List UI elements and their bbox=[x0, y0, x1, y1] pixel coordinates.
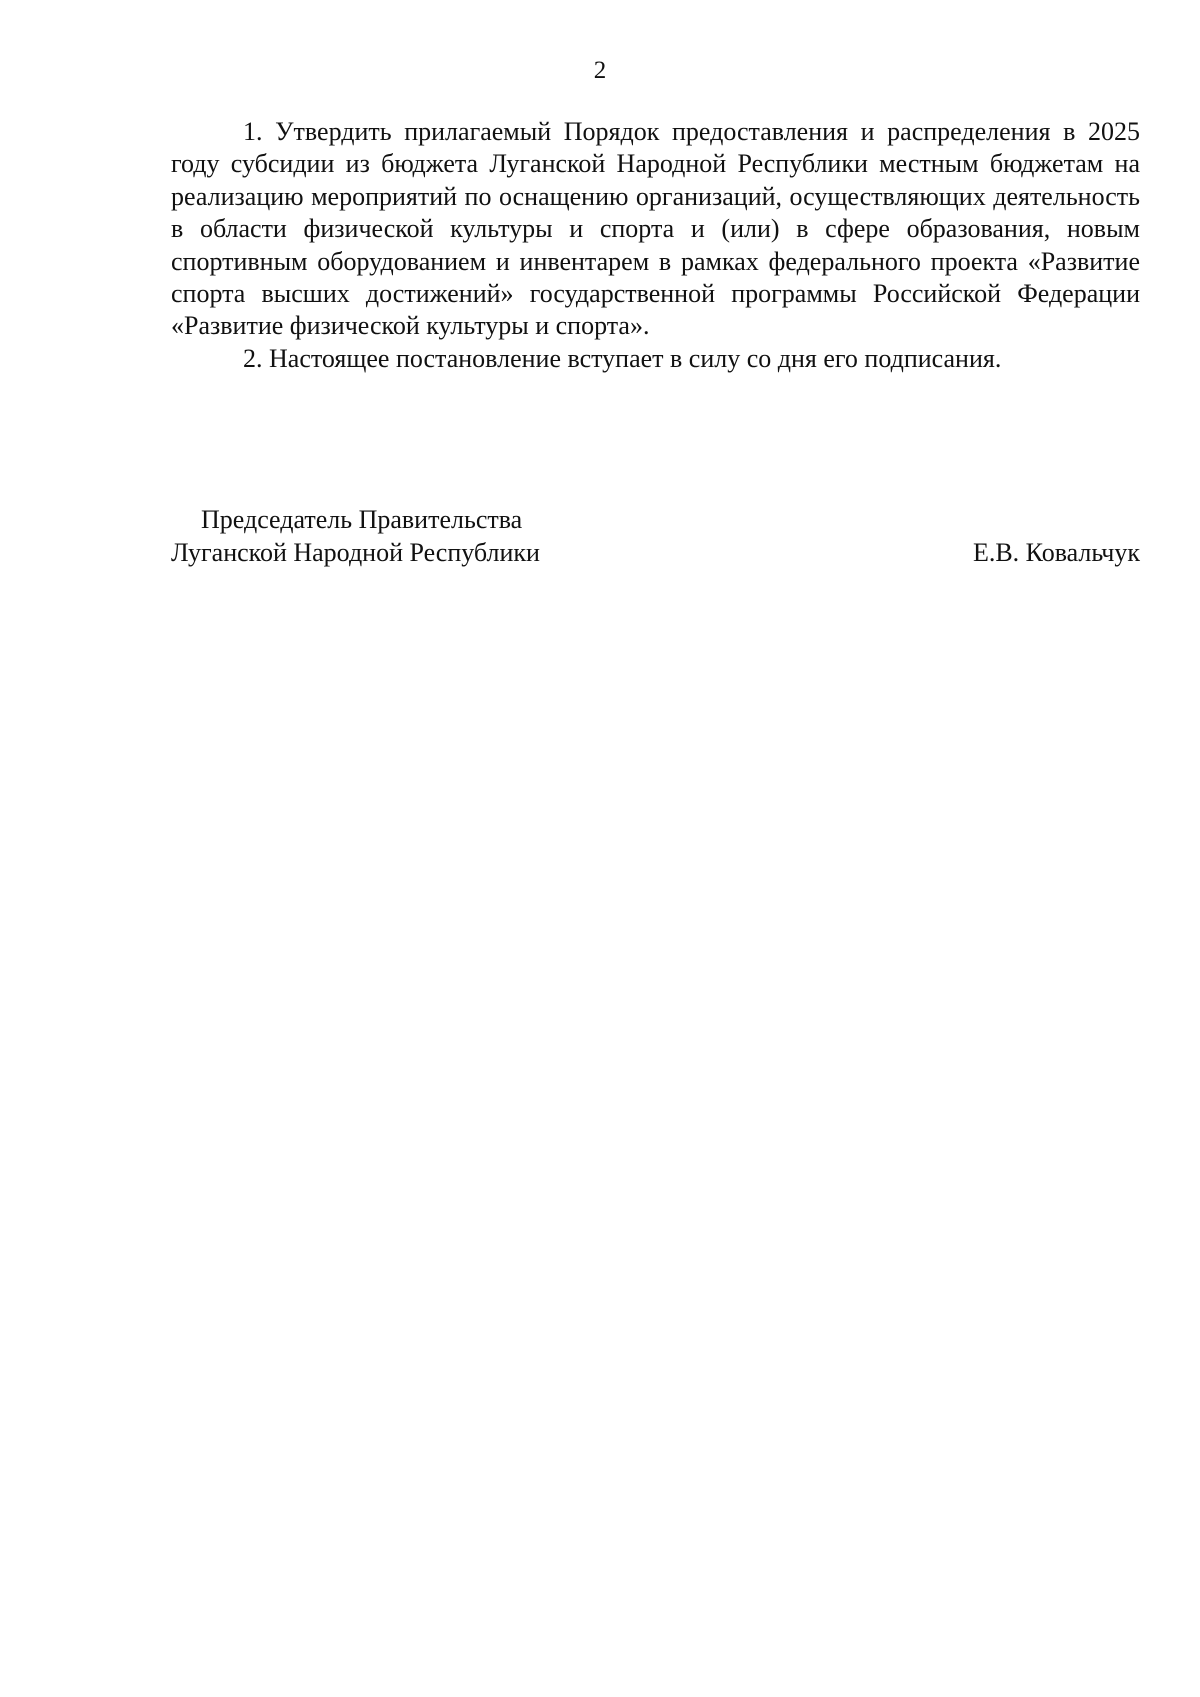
signature-block bbox=[171, 503, 1140, 569]
page-number: 2 bbox=[593, 57, 607, 84]
document-body bbox=[171, 116, 1140, 375]
signatory-title-line-2: Луганской Народной Республики bbox=[171, 538, 540, 567]
paragraph-2: 2. Настоящее постановление вступает в силу со дня его подписания. bbox=[243, 343, 1002, 373]
paragraph-1: 1. Утвердить прилагаемый Порядок предоставления и распределения в 2025 году субсидии из бюджета Луганской Народной Республики местным бюджетам на реализацию мероприятий по оснащению организаций, осуществляющих деятельность в области физической культуры и спорта и (или) в сфере образования, новым спортивным оборудованием и инвентарем в рамках федерального проекта «Развитие спорта высших достижений» государственной программы Российской Федерации «Развитие физической культуры и спорта». bbox=[171, 117, 1140, 341]
signatory-name: Е.В. Ковальчук bbox=[972, 538, 1140, 567]
signatory-title-line-1: Председатель Правительства bbox=[201, 505, 523, 534]
